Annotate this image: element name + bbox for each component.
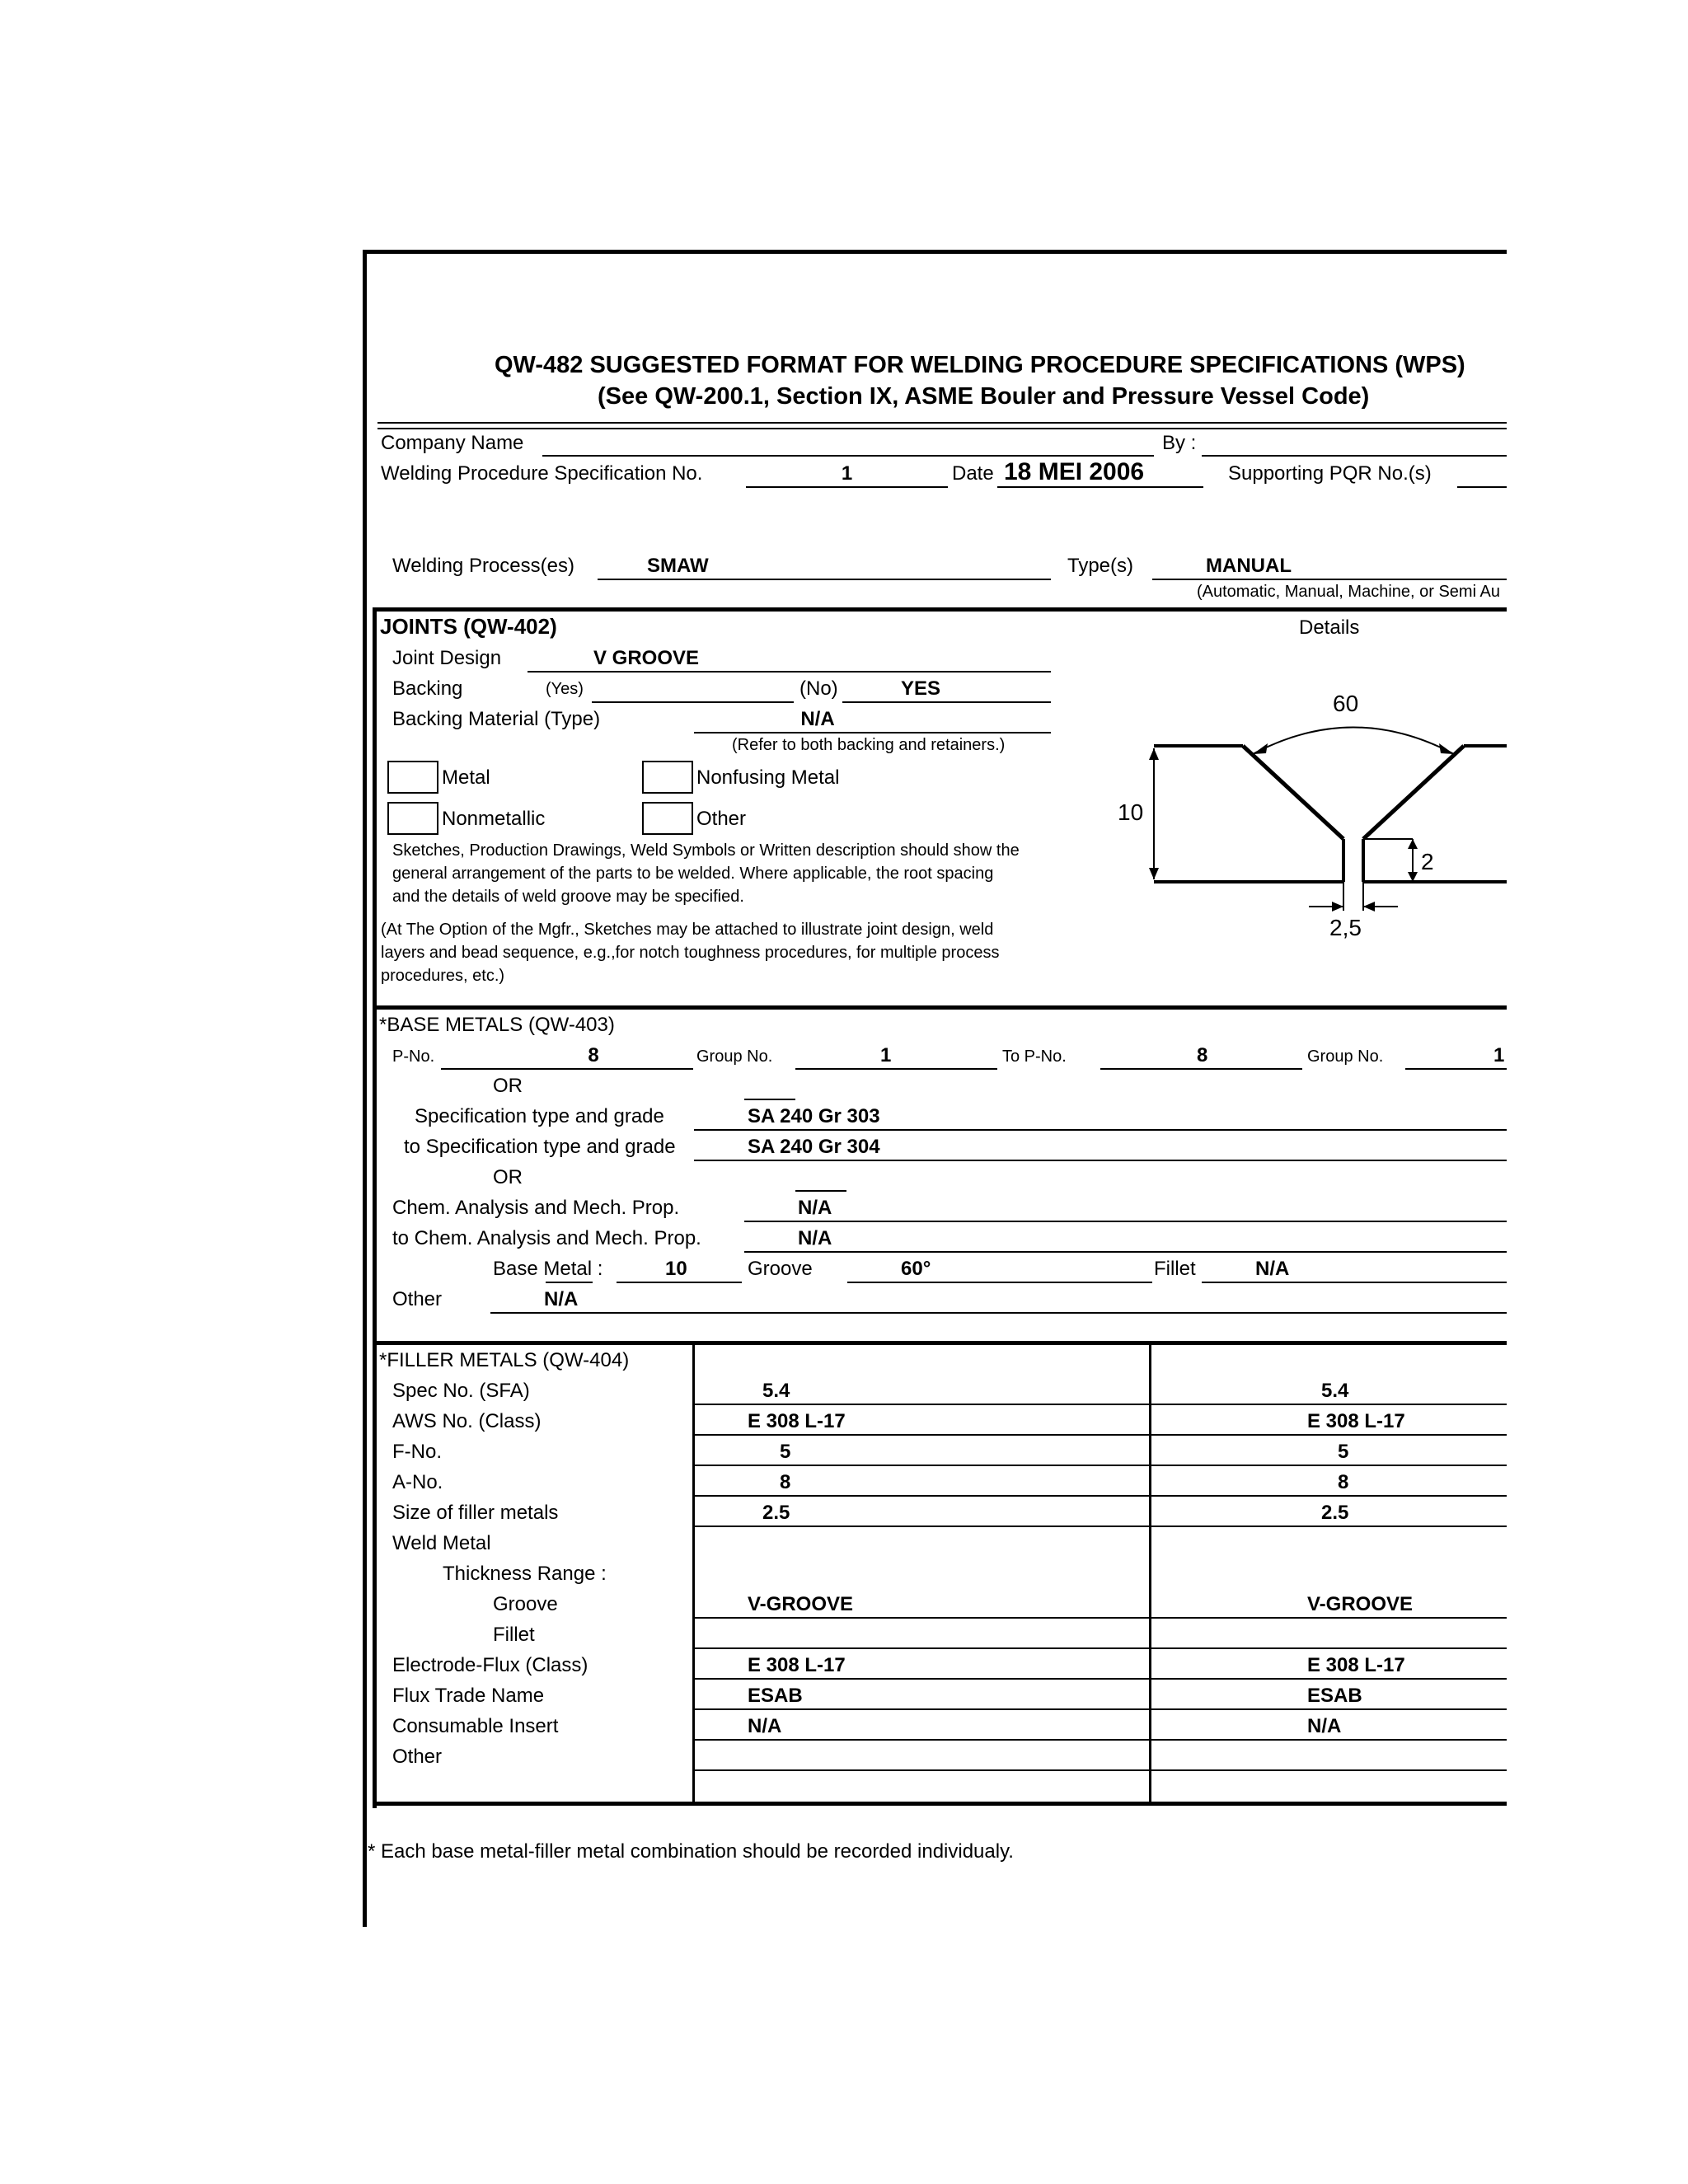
nonmetallic-checkbox[interactable] xyxy=(387,802,438,835)
filler-row-line xyxy=(694,1708,1507,1710)
backing-material-label: Backing Material (Type) xyxy=(392,708,601,730)
filler-metals-bottom-rule xyxy=(373,1802,1507,1806)
filler-row-label: Flux Trade Name xyxy=(392,1685,545,1707)
base-metal-label: Base Metal : xyxy=(493,1258,603,1280)
other-base-label: Other xyxy=(392,1288,443,1310)
refer-note: (Refer to both backing and retainers.) xyxy=(732,736,1006,754)
filler-col-divider-2 xyxy=(1149,1345,1151,1804)
pqr-line xyxy=(1457,486,1507,488)
filler-row-col2[interactable]: 5.4 xyxy=(1321,1380,1349,1402)
chem-value[interactable]: N/A xyxy=(798,1197,832,1219)
nonfusing-metal-label: Nonfusing Metal xyxy=(696,766,840,789)
filler-row-line xyxy=(694,1465,1507,1466)
welding-process-value[interactable]: SMAW xyxy=(647,555,709,577)
filler-row-label: Weld Metal xyxy=(392,1532,491,1554)
to-spec-label: to Specification type and grade xyxy=(404,1136,676,1158)
company-name-label: Company Name xyxy=(381,432,524,454)
group-no-label: Group No. xyxy=(696,1047,773,1066)
title-line-2: (See QW-200.1, Section IX, ASME Bouler and Pressure Vessel Code) xyxy=(598,383,1370,410)
spec-label: Specification type and grade xyxy=(415,1105,664,1127)
backing-yes-line xyxy=(592,701,794,703)
filler-row-line xyxy=(694,1769,1507,1771)
wps-no-label: Welding Procedure Specification No. xyxy=(381,462,703,485)
left-bevel xyxy=(1243,746,1343,839)
option-note-3: procedures, etc.) xyxy=(381,967,505,985)
joints-heading: JOINTS (QW-402) xyxy=(380,614,557,639)
base-metal-line xyxy=(617,1282,742,1283)
backing-material-value[interactable]: N/A xyxy=(800,708,835,730)
types-note: (Automatic, Manual, Machine, or Semi Au xyxy=(1197,583,1500,601)
filler-row-line xyxy=(694,1647,1507,1649)
to-group-no-label: Group No. xyxy=(1307,1047,1384,1066)
joint-design-line xyxy=(528,671,1051,673)
spec-value[interactable]: SA 240 Gr 303 xyxy=(748,1105,880,1127)
other-checkbox[interactable] xyxy=(642,802,693,835)
groove-label: Groove xyxy=(748,1258,813,1280)
filler-row-line xyxy=(694,1404,1507,1405)
filler-row-col1[interactable]: 5 xyxy=(780,1441,791,1463)
base-metal-value[interactable]: 10 xyxy=(665,1258,687,1280)
to-chem-label: to Chem. Analysis and Mech. Prop. xyxy=(392,1227,701,1249)
fillet-label: Fillet xyxy=(1154,1258,1196,1280)
filler-col-divider-1 xyxy=(692,1345,695,1804)
option-note-2: layers and bead sequence, e.g.,for notch toughness procedures, for multiple process xyxy=(381,944,1000,962)
filler-row-col1[interactable]: V-GROOVE xyxy=(748,1593,854,1615)
welding-process-label: Welding Process(es) xyxy=(392,555,574,577)
filler-row-line xyxy=(694,1526,1507,1527)
footnote: * Each base metal-filler metal combination should be recorded individualy. xyxy=(368,1840,1014,1863)
chem-line xyxy=(744,1221,1507,1222)
filler-row-line xyxy=(694,1678,1507,1680)
backing-material-line xyxy=(694,732,1051,733)
fillet-line xyxy=(1202,1282,1507,1283)
fillet-value[interactable]: N/A xyxy=(1255,1258,1290,1280)
wps-no-value[interactable]: 1 xyxy=(841,462,853,485)
filler-row-line xyxy=(694,1434,1507,1436)
filler-row-label: A-No. xyxy=(392,1471,443,1493)
filler-row-label: Other xyxy=(392,1746,443,1768)
other-base-value[interactable]: N/A xyxy=(544,1288,579,1310)
filler-row-col1[interactable]: E 308 L-17 xyxy=(748,1654,846,1676)
pno-value[interactable]: 8 xyxy=(588,1044,599,1066)
filler-row-label: Spec No. (SFA) xyxy=(392,1380,530,1402)
backing-no-label: (No) xyxy=(799,677,838,700)
filler-row-col2[interactable]: 5 xyxy=(1338,1441,1349,1463)
by-line xyxy=(1202,455,1507,457)
filler-row-col2[interactable]: V-GROOVE xyxy=(1307,1593,1414,1615)
or-label-2: OR xyxy=(493,1166,523,1188)
groove-line xyxy=(847,1282,1152,1283)
types-label: Type(s) xyxy=(1067,555,1134,577)
filler-row-label: Fillet xyxy=(493,1624,535,1646)
drawing-angle-label: 60 xyxy=(1333,691,1359,716)
wps-no-line xyxy=(746,486,948,488)
group-no-line xyxy=(795,1068,997,1070)
filler-row-label: Thickness Range : xyxy=(443,1563,607,1585)
to-pno-value[interactable]: 8 xyxy=(1197,1044,1208,1066)
filler-row-col1[interactable]: N/A xyxy=(748,1715,782,1737)
date-value[interactable]: 18 MEI 2006 xyxy=(1004,458,1145,485)
by-label: By : xyxy=(1162,432,1197,454)
title-rule-1 xyxy=(377,422,1507,424)
joint-design-value[interactable]: V GROOVE xyxy=(593,647,700,669)
filler-row-label: Consumable Insert xyxy=(392,1715,559,1737)
date-label: Date xyxy=(952,462,994,485)
frame-left xyxy=(363,250,367,1927)
joints-top-rule xyxy=(373,607,1507,612)
filler-row-col2[interactable]: E 308 L-17 xyxy=(1307,1654,1405,1676)
to-group-no-line xyxy=(1405,1068,1507,1070)
filler-row-line xyxy=(694,1495,1507,1497)
sketch-note-3: and the details of weld groove may be specified. xyxy=(392,888,744,906)
nonmetallic-label: Nonmetallic xyxy=(442,808,546,830)
filler-row-label: Size of filler metals xyxy=(392,1502,559,1524)
chem-label: Chem. Analysis and Mech. Prop. xyxy=(392,1197,680,1219)
filler-row-col2[interactable]: 8 xyxy=(1338,1471,1349,1493)
filler-row-col1[interactable]: E 308 L-17 xyxy=(748,1410,846,1432)
filler-metals-top-rule xyxy=(373,1341,1507,1345)
filler-row-line xyxy=(694,1617,1507,1619)
group-no-value[interactable]: 1 xyxy=(880,1044,892,1066)
nonfusing-metal-checkbox[interactable] xyxy=(642,761,693,794)
filler-row-label: Electrode-Flux (Class) xyxy=(392,1654,588,1676)
title-rule-2 xyxy=(377,428,1507,429)
filler-row-col1[interactable]: 2.5 xyxy=(762,1502,790,1524)
spec-line xyxy=(694,1129,1507,1131)
filler-row-label: F-No. xyxy=(392,1441,442,1463)
filler-row-col1[interactable]: 5.4 xyxy=(762,1380,790,1402)
company-name-line xyxy=(542,455,1154,457)
filler-row-col2[interactable]: 2.5 xyxy=(1321,1502,1349,1524)
types-value[interactable]: MANUAL xyxy=(1206,555,1292,577)
to-chem-line xyxy=(744,1251,1507,1253)
sketch-note-2: general arrangement of the parts to be welded. Where applicable, the root spacing xyxy=(392,865,994,883)
backing-value[interactable]: YES xyxy=(901,677,941,700)
filler-row-col2[interactable]: ESAB xyxy=(1307,1685,1362,1707)
to-group-no-value[interactable]: 1 xyxy=(1493,1044,1505,1066)
metal-label: Metal xyxy=(442,766,490,789)
to-pno-label: To P-No. xyxy=(1002,1047,1067,1066)
backing-label: Backing xyxy=(392,677,463,700)
filler-row-col1[interactable]: 8 xyxy=(780,1471,791,1493)
inner-frame-left xyxy=(373,607,377,1808)
pno-label: P-No. xyxy=(392,1047,435,1066)
filler-row-col2[interactable]: N/A xyxy=(1307,1715,1342,1737)
joint-design-label: Joint Design xyxy=(392,647,502,669)
metal-checkbox[interactable] xyxy=(387,761,438,794)
or-line-2 xyxy=(795,1190,846,1192)
to-spec-value[interactable]: SA 240 Gr 304 xyxy=(748,1136,880,1158)
details-label: Details xyxy=(1299,616,1360,639)
filler-row-line xyxy=(694,1739,1507,1741)
to-pno-line xyxy=(1100,1068,1302,1070)
title-line-1: QW-482 SUGGESTED FORMAT FOR WELDING PROCEDURE SPECIFICATIONS (WPS) xyxy=(495,352,1465,378)
welding-process-line xyxy=(598,579,1051,580)
backing-no-line xyxy=(842,701,1051,703)
or-label-1: OR xyxy=(493,1075,523,1097)
or-line-1 xyxy=(744,1099,795,1100)
base-metals-heading: *BASE METALS (QW-403) xyxy=(379,1014,615,1036)
frame-top xyxy=(363,250,1507,254)
option-note-1: (At The Option of the Mgfr., Sketches may be attached to illustrate joint design, weld xyxy=(381,921,994,939)
drawing-root-gap-label: 2,5 xyxy=(1329,915,1362,940)
to-chem-value[interactable]: N/A xyxy=(798,1227,832,1249)
v-groove-joint-drawing xyxy=(1104,684,1507,956)
drawing-root-face-label: 2 xyxy=(1421,849,1434,874)
base-metal-label-underline xyxy=(546,1282,593,1283)
to-spec-line xyxy=(694,1160,1507,1161)
sketch-note-1: Sketches, Production Drawings, Weld Symbols or Written description should show the xyxy=(392,841,1020,860)
types-line xyxy=(1152,579,1507,580)
groove-value[interactable]: 60° xyxy=(901,1258,931,1280)
pqr-label: Supporting PQR No.(s) xyxy=(1228,462,1432,485)
filler-row-label: Groove xyxy=(493,1593,558,1615)
pno-line xyxy=(441,1068,693,1070)
angle-arc xyxy=(1253,728,1454,755)
filler-row-col2[interactable]: E 308 L-17 xyxy=(1307,1410,1405,1432)
date-line xyxy=(997,486,1203,488)
filler-row-col1[interactable]: ESAB xyxy=(748,1685,803,1707)
filler-metals-heading: *FILLER METALS (QW-404) xyxy=(379,1349,630,1371)
backing-yes-label: (Yes) xyxy=(546,680,584,698)
right-bevel xyxy=(1363,746,1464,839)
base-metals-top-rule xyxy=(373,1005,1507,1010)
other-base-line xyxy=(490,1312,1507,1314)
drawing-thickness-label: 10 xyxy=(1118,799,1144,825)
other-label: Other xyxy=(696,808,747,830)
filler-row-label: AWS No. (Class) xyxy=(392,1410,542,1432)
